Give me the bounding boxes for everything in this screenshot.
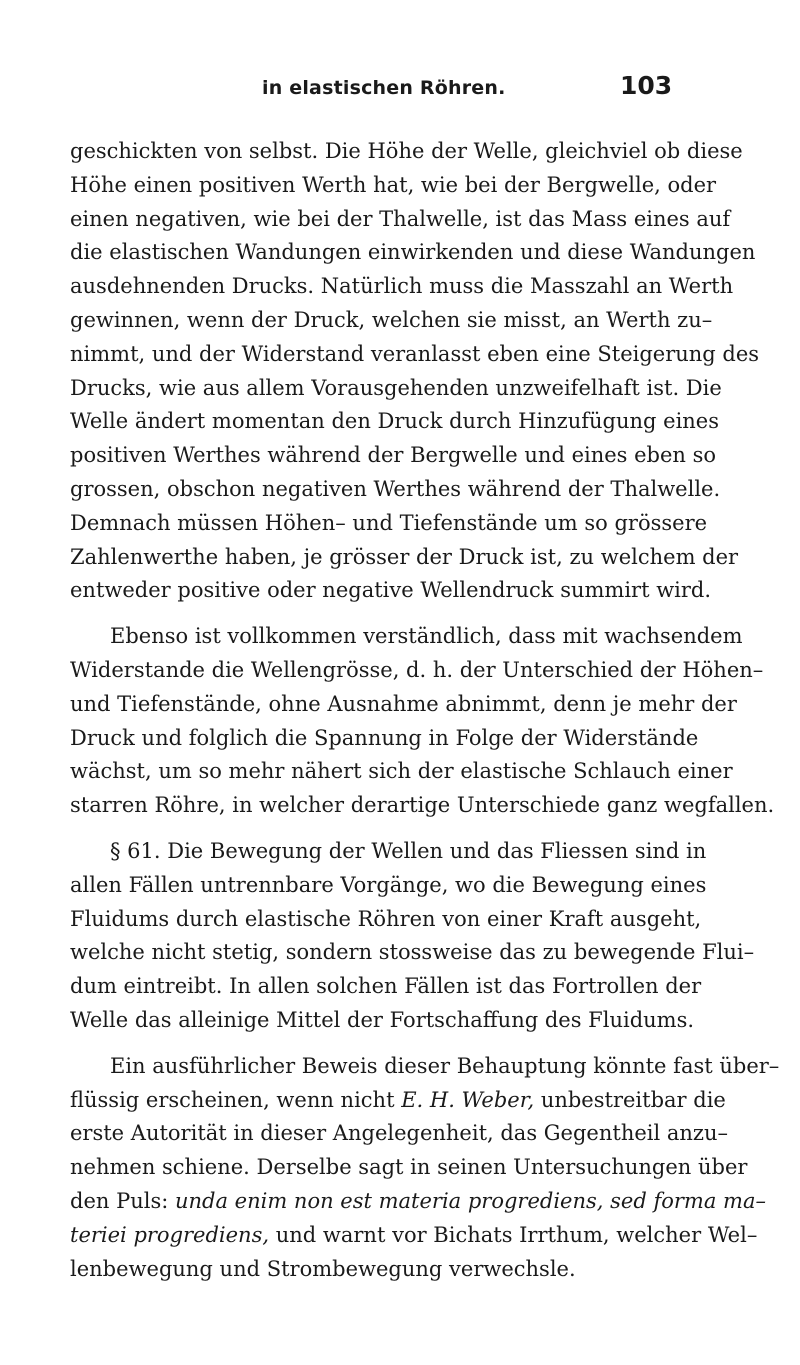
text-line: Fluidums durch elastische Röhren von einer Kraft ausgeht,	[70, 906, 702, 931]
text-line: geschickten von selbst. Die Höhe der Welle, gleichviel ob diese	[70, 139, 743, 163]
text-line: Druck und folglich die Spannung in Folge der Widerstände	[70, 725, 699, 750]
text-line	[70, 1185, 766, 1219]
text-line: Ein ausführlicher Beweis dieser Behauptung könnte fast über–	[110, 1053, 780, 1078]
text-line: nimmt, und der Widerstand veranlasst eben eine Steigerung des	[70, 341, 760, 366]
text-line: Ebenso ist vollkommen verständlich, dass mit wachsendem	[110, 624, 743, 649]
running-head	[0, 68, 800, 108]
text-line: erste Autorität in dieser Angelegenheit, das Gegentheil anzu–	[70, 1121, 729, 1146]
latin-quote: sed forma ma–	[610, 1188, 766, 1213]
text-line	[70, 1084, 726, 1118]
text-line: Welle das alleinige Mittel der Fortschaffung des Fluidums.	[70, 1007, 695, 1032]
page-number: 103	[620, 71, 673, 100]
text-line: starren Röhre, in welcher derartige Unterschiede ganz wegfallen.	[70, 793, 775, 818]
latin-quote: teriei progrediens,	[70, 1222, 270, 1247]
text-line: § 61. Die Bewegung der Wellen und das Fliessen sind in	[110, 838, 707, 863]
text-line: Höhe einen positiven Werth hat, wie bei der Bergwelle, oder	[70, 172, 717, 197]
text-line: wächst, um so mehr nähert sich der elastische Schlauch einer	[70, 759, 733, 784]
text-line: grossen, obschon negativen Werthes während der Thalwelle.	[70, 476, 721, 501]
text-line: Widerstande die Wellengrösse, d. h. der Unterschied der Höhen–	[70, 657, 764, 682]
text-span: den Puls:	[70, 1188, 169, 1213]
text-line: Zahlenwerthe haben, je grösser der Druck ist, zu welchem der	[70, 544, 739, 569]
text-line: allen Fällen untrennbare Vorgänge, wo die Bewegung eines	[70, 872, 707, 897]
text-line: gewinnen, wenn der Druck, welchen sie misst, an Werth zu–	[70, 307, 713, 332]
text-line: die elastischen Wandungen einwirkenden und diese Wandungen	[70, 240, 756, 265]
text-line: Demnach müssen Höhen– und Tiefenstände um so grössere	[70, 510, 708, 535]
text-line: welche nicht stetig, sondern stossweise das zu bewegende Flui–	[70, 940, 755, 965]
text-line: ausdehnenden Drucks. Natürlich muss die Masszahl an Werth	[70, 274, 734, 299]
paragraph-4	[70, 1050, 780, 1287]
text-span: und warnt vor Bichats Irrthum, welcher Wel–	[275, 1222, 758, 1247]
text-span: flüssig erscheinen, wenn nicht	[70, 1087, 395, 1112]
text-line: nehmen schiene. Derselbe sagt in seinen Untersuchungen über	[70, 1155, 748, 1180]
text-line: positiven Werthes während der Bergwelle und eines eben so	[70, 443, 717, 468]
body-text	[70, 135, 780, 1286]
text-line: entweder positive oder negative Wellendruck summirt wird.	[70, 578, 712, 603]
text-line: und Tiefenstände, ohne Ausnahme abnimmt, denn je mehr der	[70, 691, 737, 716]
text-line: Drucks, wie aus allem Vorausgehenden unzweifelhaft ist. Die	[70, 375, 722, 400]
text-line: einen negativen, wie bei der Thalwelle, ist das Mass eines auf	[70, 206, 731, 231]
paragraph-1	[70, 135, 760, 608]
running-title: in elastischen Röhren.	[262, 77, 506, 99]
text-line: dum eintreibt. In allen solchen Fällen ist das Fortrollen der	[70, 974, 702, 999]
paragraph-3-section-61	[70, 835, 755, 1038]
paragraph-2	[70, 620, 775, 823]
text-line: Welle ändert momentan den Druck durch Hinzufügung eines	[70, 409, 720, 434]
latin-quote: unda enim non est materia progrediens,	[174, 1188, 604, 1213]
text-span: unbestreitbar die	[540, 1087, 726, 1112]
author-name: E. H. Weber,	[401, 1087, 535, 1112]
text-line: lenbewegung und Strombewegung verwechsle.	[70, 1256, 576, 1281]
text-line	[70, 1219, 758, 1253]
